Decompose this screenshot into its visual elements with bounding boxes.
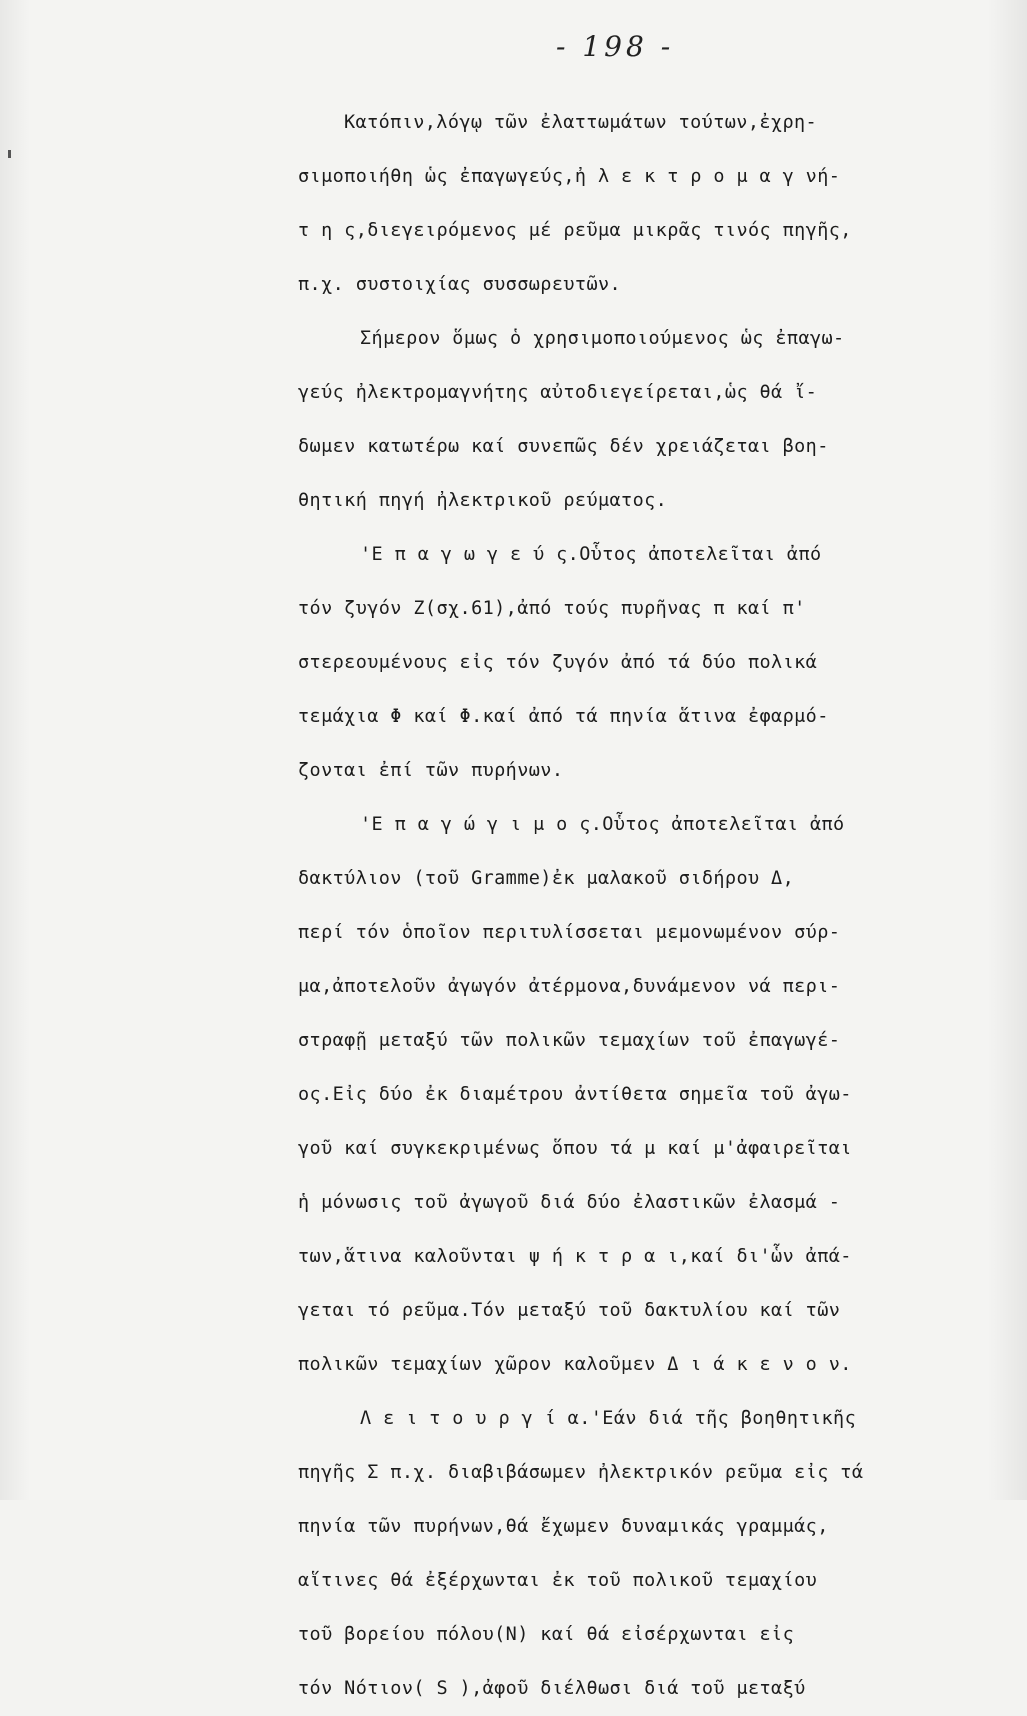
text-line: των,ἅτινα καλοῦνται ψ ή κ τ ρ α ι,καί δι'ὧν ἀπά-	[298, 1246, 852, 1267]
text-line: π.χ. συστοιχίας συσσωρευτῶν.	[298, 274, 622, 295]
left-margin-mark	[8, 150, 11, 158]
text-line: τ η ς,διεγειρόμενος μέ ρεῦμα μικρᾶς τινός πηγῆς,	[298, 220, 852, 241]
text-line: τόν ζυγόν Ζ(σχ.61),ἀπό τούς πυρῆνας π καί π'	[298, 598, 806, 619]
text-line: γεύς ἠλεκτρομαγνήτης αὐτοδιεγείρεται,ὡς θά ἴ-	[298, 382, 818, 403]
text-line: Λ ε ι τ ο υ ρ γ ί α.'Εάν διά τῆς βοηθητικῆς	[360, 1408, 857, 1429]
text-line: στραφῇ μεταξύ τῶν πολικῶν τεμαχίων τοῦ ἐπαγωγέ-	[298, 1030, 841, 1051]
text-line: 'Ε π α γ ω γ ε ύ ς.Οὗτος ἀποτελεῖται ἀπό	[360, 544, 822, 565]
text-line: τοῦ βορείου πόλου(Ν) καί θά εἰσέρχωνται εἰς	[298, 1624, 795, 1645]
text-line: ἡ μόνωσις τοῦ ἀγωγοῦ διά δύο ἐλαστικῶν ἐλασμά -	[298, 1192, 841, 1213]
text-line: μα,ἀποτελοῦν ἀγωγόν ἀτέρμονα,δυνάμενον νά περι-	[298, 976, 841, 997]
text-line: γεται τό ρεῦμα.Τόν μεταξύ τοῦ δακτυλίου καί τῶν	[298, 1300, 841, 1321]
text-line: στερεουμένους εἰς τόν ζυγόν ἀπό τά δύο πολικά	[298, 652, 818, 673]
text-line: 'Ε π α γ ώ γ ι μ ο ς.Οὗτος ἀποτελεῖται ἀπό	[360, 814, 845, 835]
text-line: Σήμερον ὅμως ὁ χρησιμοποιούμενος ὡς ἐπαγω-	[360, 328, 845, 349]
text-line: σιμοποιήθη ὡς ἐπαγωγεύς,ἠ λ ε κ τ ρ ο μ α γ νή-	[298, 166, 841, 187]
text-line: ζονται ἐπί τῶν πυρήνων.	[298, 760, 564, 781]
text-line: δωμεν κατωτέρω καί συνεπῶς δέν χρειάζεται βοη-	[298, 436, 829, 457]
text-line: ος.Εἰς δύο ἐκ διαμέτρου ἀντίθετα σημεῖα τοῦ ἀγω-	[298, 1084, 852, 1105]
text-line: θητική πηγή ἠλεκτρικοῦ ρεύματος.	[298, 490, 668, 511]
text-line: Κατόπιν,λόγῳ τῶν ἐλαττωμάτων τούτων,ἐχρη-	[344, 112, 818, 133]
text-line: δακτύλιον (τοῦ Gramme)ἐκ μαλακοῦ σιδήρου Δ,	[298, 868, 795, 889]
text-line: πολικῶν τεμαχίων χῶρον καλοῦμεν Δ ι ά κ ε ν ο ν.	[298, 1354, 852, 1375]
text-line: πηγῆς Σ π.χ. διαβιβάσωμεν ἠλεκτρικόν ρεῦμα εἰς τά	[298, 1462, 864, 1483]
text-line: περί τόν ὁποῖον περιτυλίσσεται μεμονωμένον σύρ-	[298, 922, 841, 943]
text-line: πηνία τῶν πυρήνων,θά ἔχωμεν δυναμικάς γραμμάς,	[298, 1516, 829, 1537]
text-line: αἵτινες θά ἐξέρχωνται ἐκ τοῦ πολικοῦ τεμαχίου	[298, 1570, 818, 1591]
text-line: γοῦ καί συγκεκριμένως ὅπου τά μ καί μ'ἀφαιρεῖται	[298, 1138, 852, 1159]
body-text	[298, 96, 963, 1716]
text-line: τόν Νότιον( S ),ἀφοῦ διέλθωσι διά τοῦ μεταξύ	[298, 1678, 806, 1699]
page-number: - 198 -	[556, 30, 675, 63]
text-line: τεμάχια Φ καί Φ.καί ἀπό τά πηνία ἅτινα ἐφαρμό-	[298, 706, 829, 727]
